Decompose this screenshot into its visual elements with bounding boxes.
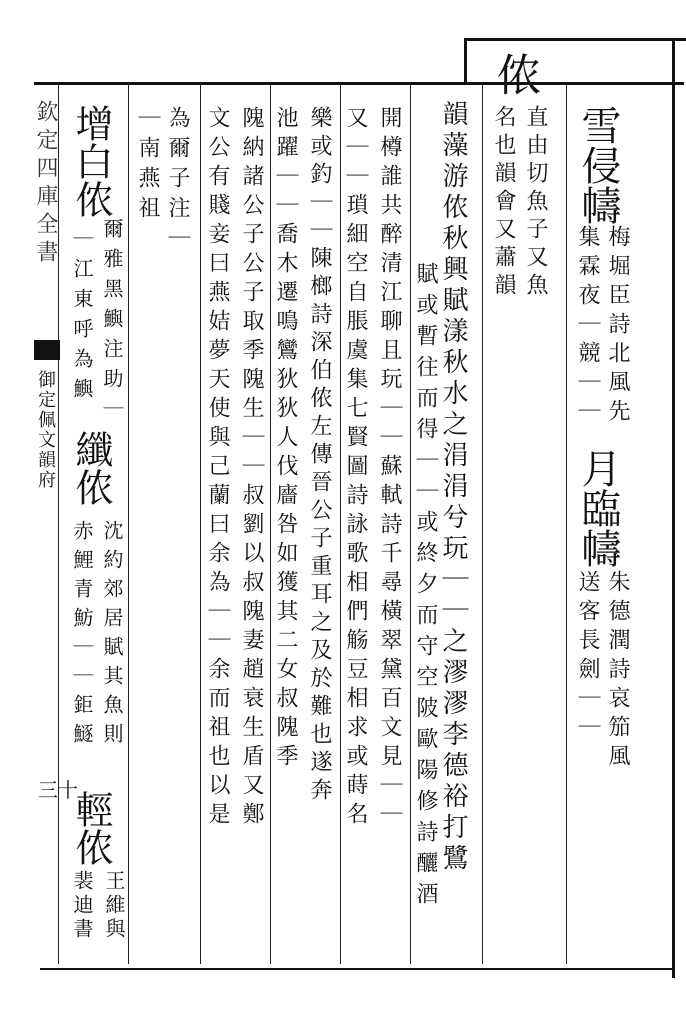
bottom-entry-1-line-2: ｜江東呼為鱮: [70, 228, 94, 408]
divider: [128, 84, 129, 964]
margin-collection-title: 欽定四庫全書: [33, 100, 58, 268]
bottom-entry-head-1: 增白侬: [69, 104, 113, 218]
bottom-entry-head-2: 纖侬: [69, 430, 113, 506]
entry-2-line-1: 朱德潤詩哀笳風: [605, 570, 630, 773]
entry-head-1: 雪侵幬: [575, 105, 621, 225]
entry-1-line-1: 梅堀臣詩北風先: [605, 225, 630, 428]
text-column-9: 為爾子注｜: [165, 106, 190, 256]
divider: [200, 84, 201, 964]
bottom-entry-1-line-1: 爾雅黑鱮注助｜: [100, 218, 124, 428]
text-column-3: 開樽誰共醉清江聊且玩｜｜蘇軾詩千尋橫翠黛百文見｜｜: [377, 106, 402, 831]
bottom-entry-2-line-2: 赤鯉青魴｜｜鉅鱁: [70, 520, 94, 752]
bottom-border: [40, 968, 672, 970]
page-number: 三十: [38, 778, 78, 802]
bottom-entry-head-3: 輕侬: [69, 790, 113, 866]
bottom-entry-3-line-1: 王維與: [102, 870, 126, 942]
divider: [340, 84, 341, 964]
text-column-4: 又｜｜瑣細空自脹虞集七賢圖詩詠歌相們觞豆相求或蒔名: [343, 106, 368, 831]
margin-book-title: 御定佩文韻府: [35, 370, 56, 490]
right-border: [672, 38, 675, 978]
divider: [58, 84, 59, 964]
divider: [270, 84, 271, 964]
entry-2-line-2: 送客長劍｜｜: [575, 570, 600, 744]
intro-col-1: 直由切魚子又魚: [523, 105, 548, 301]
divider: [410, 84, 411, 964]
margin-black-tab: [34, 340, 60, 360]
entry-head-2: 月臨幬: [575, 448, 621, 568]
text-column-7: 隗納諸公子公子取季隗生｜｜叔劉以叔隗妻趙衰生盾又鄭: [239, 106, 264, 831]
text-column-2: 賦或暫往而得｜｜或終夕而守空陂歐陽修詩釃酒: [413, 262, 438, 913]
entry-1-line-2: 集霖夜｜競｜｜: [575, 225, 600, 428]
text-column-8: 文公有賤妾曰燕姞夢天使與己蘭曰余為｜｜余而祖也以是: [205, 106, 230, 831]
bottom-entry-3-line-2: 裴迪書: [70, 870, 94, 942]
head-character: 侬: [489, 52, 540, 96]
divider: [566, 84, 567, 964]
divider: [482, 84, 483, 964]
text-column-1: 韻藻游侬秋興賦漾秋水之涓涓兮玩｜｜之漻漻李德裕打鷺: [438, 100, 468, 875]
text-column-10: ｜南燕祖: [135, 106, 160, 226]
intro-col-2: 名也韻會又蕭韻: [491, 105, 516, 301]
text-column-6: 池躍｜｜喬木遷鳴鸞狄狄人伐廧咎如獲其二女叔隗季: [273, 106, 298, 773]
bottom-entry-2-line-1: 沈約郊居賦其魚則: [100, 520, 124, 752]
text-column-5: 樂或釣｜｜陳榔詩深伯侬左傳晉公子重耳之及於難也遂奔: [307, 106, 332, 806]
